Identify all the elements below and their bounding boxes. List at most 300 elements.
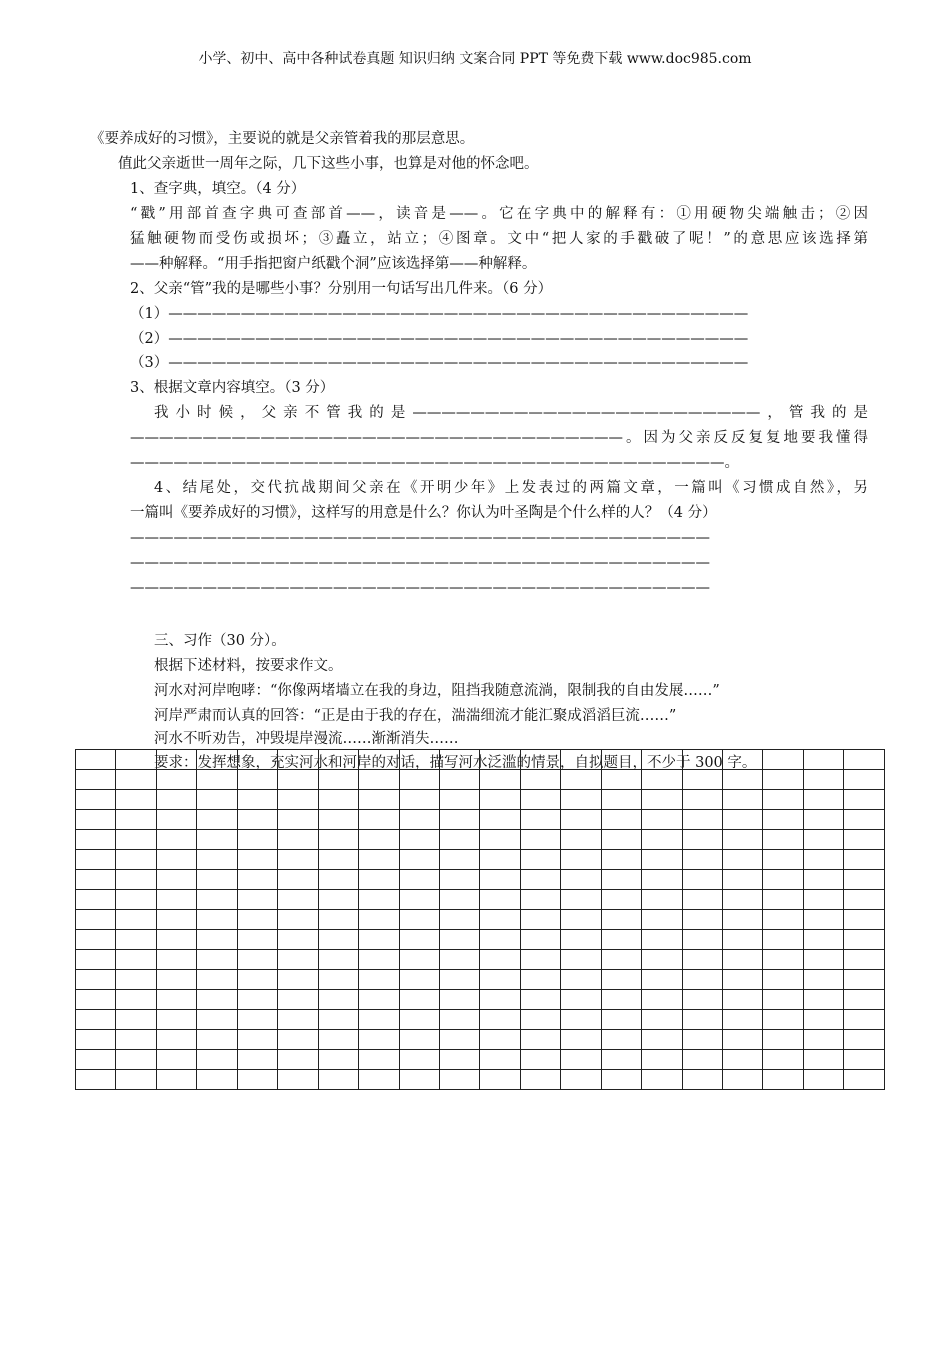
grid-cell: [520, 950, 560, 970]
grid-cell: [399, 750, 439, 770]
grid-cell: [682, 830, 722, 850]
grid-cell: [642, 770, 682, 790]
grid-cell: [439, 750, 479, 770]
grid-cell: [561, 890, 601, 910]
grid-cell: [439, 830, 479, 850]
grid-cell: [763, 910, 803, 930]
grid-cell: [601, 950, 641, 970]
grid-cell: [601, 750, 641, 770]
grid-cell: [318, 910, 358, 930]
grid-cell: [844, 990, 885, 1010]
grid-cell: [520, 790, 560, 810]
grid-cell: [237, 850, 277, 870]
grid-cell: [439, 1030, 479, 1050]
grid-cell: [439, 890, 479, 910]
grid-cell: [682, 910, 722, 930]
requirement-line: 要求：发挥想象，充实河水和河岸的对话，描写河水泛滥的情景，自拟题目，不少于 300 字。: [154, 755, 757, 771]
grid-cell: [237, 890, 277, 910]
grid-cell: [439, 870, 479, 890]
grid-cell: [803, 830, 843, 850]
section-3-title: 三、习作（30 分）。: [154, 633, 286, 649]
grid-cell: [278, 930, 318, 950]
grid-cell: [480, 1050, 520, 1070]
grid-cell: [359, 910, 399, 930]
grid-cell: [682, 790, 722, 810]
grid-cell: [601, 770, 641, 790]
grid-cell: [116, 770, 156, 790]
material-line: 河水不听劝告，冲毁堤岸漫流……渐渐消失……: [154, 731, 459, 747]
grid-cell: [399, 870, 439, 890]
grid-cell: [480, 910, 520, 930]
grid-cell: [682, 1050, 722, 1070]
grid-cell: [844, 770, 885, 790]
grid-cell: [803, 810, 843, 830]
grid-cell: [561, 790, 601, 810]
grid-cell: [480, 870, 520, 890]
grid-cell: [803, 1070, 843, 1090]
grid-cell: [763, 930, 803, 950]
grid-cell: [76, 850, 116, 870]
grid-cell: [561, 750, 601, 770]
grid-cell: [156, 790, 196, 810]
grid-cell: [682, 930, 722, 950]
grid-cell: [278, 890, 318, 910]
grid-cell: [197, 990, 237, 1010]
grid-cell: [601, 1070, 641, 1090]
grid-cell: [76, 1030, 116, 1050]
grid-cell: [197, 1010, 237, 1030]
grid-row: [76, 850, 885, 870]
grid-cell: [399, 1070, 439, 1090]
grid-cell: [197, 890, 237, 910]
grid-cell: [359, 990, 399, 1010]
grid-cell: [763, 850, 803, 870]
grid-cell: [803, 990, 843, 1010]
grid-cell: [237, 950, 277, 970]
grid-cell: [237, 1010, 277, 1030]
grid-cell: [116, 790, 156, 810]
grid-cell: [278, 970, 318, 990]
grid-cell: [399, 1050, 439, 1070]
grid-cell: [601, 810, 641, 830]
grid-cell: [76, 890, 116, 910]
grid-cell: [237, 990, 277, 1010]
grid-cell: [601, 1030, 641, 1050]
section-3-intro: 根据下述材料，按要求作文。: [154, 658, 343, 674]
grid-cell: [844, 830, 885, 850]
grid-cell: [156, 1070, 196, 1090]
grid-cell: [76, 770, 116, 790]
grid-cell: [682, 1010, 722, 1030]
grid-cell: [601, 790, 641, 810]
grid-cell: [601, 930, 641, 950]
grid-cell: [439, 990, 479, 1010]
grid-cell: [197, 870, 237, 890]
grid-cell: [803, 1010, 843, 1030]
grid-cell: [278, 750, 318, 770]
grid-cell: [318, 890, 358, 910]
grid-cell: [76, 990, 116, 1010]
grid-cell: [439, 1010, 479, 1030]
grid-cell: [237, 770, 277, 790]
grid-cell: [439, 770, 479, 790]
grid-cell: [359, 970, 399, 990]
grid-cell: [520, 970, 560, 990]
grid-cell: [520, 830, 560, 850]
grid-cell: [76, 1050, 116, 1070]
grid-cell: [156, 990, 196, 1010]
grid-cell: [399, 970, 439, 990]
question-3-title: 3、根据文章内容填空。（3 分）: [130, 380, 335, 396]
grid-cell: [359, 1030, 399, 1050]
grid-cell: [763, 990, 803, 1010]
grid-cell: [723, 970, 763, 990]
writing-grid: [75, 749, 885, 1090]
grid-row: [76, 1010, 885, 1030]
page-header: 小学、初中、高中各种试卷真题 知识归纳 文案合同 PPT 等免费下载 www.doc985.com: [198, 51, 752, 67]
grid-cell: [803, 790, 843, 810]
grid-cell: [116, 890, 156, 910]
grid-cell: [359, 890, 399, 910]
grid-cell: [723, 1030, 763, 1050]
grid-cell: [318, 1050, 358, 1070]
grid-cell: [318, 950, 358, 970]
answer-line: （3）————————————————————————————————————————: [130, 355, 749, 371]
grid-cell: [439, 810, 479, 830]
grid-cell: [520, 1070, 560, 1090]
grid-cell: [803, 890, 843, 910]
grid-cell: [844, 1070, 885, 1090]
grid-cell: [278, 950, 318, 970]
grid-cell: [116, 950, 156, 970]
grid-cell: [561, 1070, 601, 1090]
grid-cell: [803, 930, 843, 950]
grid-cell: [520, 770, 560, 790]
grid-row: [76, 890, 885, 910]
material-line: 河岸严肃而认真的回答：“正是由于我的存在，湍湍细流才能汇聚成滔滔巨流……”: [154, 708, 677, 724]
grid-cell: [763, 770, 803, 790]
grid-cell: [561, 870, 601, 890]
grid-cell: [480, 810, 520, 830]
grid-cell: [480, 790, 520, 810]
grid-cell: [359, 1070, 399, 1090]
grid-cell: [278, 870, 318, 890]
grid-cell: [197, 930, 237, 950]
grid-cell: [601, 910, 641, 930]
grid-cell: [601, 830, 641, 850]
grid-cell: [197, 810, 237, 830]
grid-cell: [723, 830, 763, 850]
grid-cell: [156, 870, 196, 890]
grid-cell: [763, 870, 803, 890]
grid-cell: [601, 970, 641, 990]
grid-cell: [359, 790, 399, 810]
grid-cell: [642, 950, 682, 970]
grid-cell: [723, 890, 763, 910]
grid-cell: [318, 750, 358, 770]
grid-cell: [480, 990, 520, 1010]
grid-row: [76, 770, 885, 790]
grid-cell: [844, 1010, 885, 1030]
grid-cell: [197, 1050, 237, 1070]
grid-cell: [237, 970, 277, 990]
grid-cell: [561, 770, 601, 790]
grid-cell: [763, 950, 803, 970]
question-3-text: ——————————————————————————————————。因为父亲反反复复地要我懂得: [130, 430, 868, 446]
grid-cell: [682, 950, 722, 970]
grid-cell: [642, 830, 682, 850]
grid-cell: [642, 870, 682, 890]
grid-cell: [642, 850, 682, 870]
grid-cell: [399, 1010, 439, 1030]
grid-cell: [803, 1030, 843, 1050]
grid-cell: [116, 930, 156, 950]
grid-cell: [197, 850, 237, 870]
grid-cell: [116, 1010, 156, 1030]
grid-cell: [76, 830, 116, 850]
grid-cell: [803, 910, 843, 930]
grid-cell: [561, 950, 601, 970]
grid-cell: [116, 1030, 156, 1050]
grid-row: [76, 870, 885, 890]
grid-cell: [318, 930, 358, 950]
grid-cell: [156, 930, 196, 950]
grid-row: [76, 810, 885, 830]
grid-cell: [156, 1030, 196, 1050]
grid-cell: [723, 910, 763, 930]
grid-cell: [197, 750, 237, 770]
grid-cell: [237, 830, 277, 850]
grid-cell: [399, 910, 439, 930]
grid-cell: [399, 790, 439, 810]
grid-cell: [561, 970, 601, 990]
grid-cell: [318, 810, 358, 830]
grid-cell: [237, 1070, 277, 1090]
grid-cell: [763, 750, 803, 770]
grid-cell: [803, 870, 843, 890]
grid-cell: [520, 1010, 560, 1030]
grid-cell: [642, 1050, 682, 1070]
grid-cell: [763, 970, 803, 990]
grid-cell: [439, 910, 479, 930]
grid-cell: [439, 1070, 479, 1090]
grid-cell: [156, 970, 196, 990]
answer-line: ————————————————————————————————————————: [130, 580, 710, 596]
grid-cell: [642, 810, 682, 830]
answer-line: ————————————————————————————————————————: [130, 555, 710, 571]
grid-cell: [197, 970, 237, 990]
grid-cell: [399, 930, 439, 950]
grid-cell: [561, 810, 601, 830]
grid-cell: [723, 1010, 763, 1030]
question-3-text: 我小时候，父亲不管我的是————————————————————————，管我的是: [154, 405, 868, 421]
grid-cell: [480, 1030, 520, 1050]
grid-cell: [76, 970, 116, 990]
grid-cell: [480, 830, 520, 850]
grid-cell: [480, 970, 520, 990]
grid-cell: [197, 1070, 237, 1090]
grid-cell: [439, 970, 479, 990]
grid-cell: [156, 830, 196, 850]
grid-cell: [682, 850, 722, 870]
grid-cell: [237, 870, 277, 890]
grid-cell: [359, 830, 399, 850]
grid-cell: [318, 790, 358, 810]
passage-line: 《要养成好的习惯》，主要说的就是父亲管着我的那层意思。: [90, 131, 475, 147]
grid-cell: [76, 950, 116, 970]
grid-cell: [763, 1050, 803, 1070]
grid-cell: [642, 750, 682, 770]
grid-cell: [642, 910, 682, 930]
grid-cell: [318, 830, 358, 850]
grid-cell: [480, 890, 520, 910]
grid-cell: [844, 930, 885, 950]
grid-cell: [76, 930, 116, 950]
grid-cell: [116, 1050, 156, 1070]
grid-cell: [116, 870, 156, 890]
grid-cell: [520, 910, 560, 930]
grid-cell: [237, 1030, 277, 1050]
grid-cell: [561, 830, 601, 850]
grid-cell: [844, 1050, 885, 1070]
grid-cell: [642, 990, 682, 1010]
grid-cell: [763, 1010, 803, 1030]
grid-cell: [723, 850, 763, 870]
grid-cell: [844, 810, 885, 830]
grid-row: [76, 790, 885, 810]
grid-cell: [278, 790, 318, 810]
grid-cell: [642, 1070, 682, 1090]
grid-cell: [642, 970, 682, 990]
answer-line: （2）————————————————————————————————————————: [130, 331, 749, 347]
grid-cell: [359, 750, 399, 770]
grid-cell: [803, 1050, 843, 1070]
grid-row: [76, 1030, 885, 1050]
grid-cell: [399, 810, 439, 830]
grid-cell: [561, 990, 601, 1010]
grid-cell: [642, 890, 682, 910]
grid-cell: [480, 950, 520, 970]
grid-cell: [399, 950, 439, 970]
grid-row: [76, 990, 885, 1010]
grid-cell: [116, 850, 156, 870]
grid-cell: [318, 870, 358, 890]
grid-cell: [156, 910, 196, 930]
grid-cell: [682, 1030, 722, 1050]
grid-cell: [156, 850, 196, 870]
grid-cell: [237, 1050, 277, 1070]
grid-cell: [318, 1010, 358, 1030]
passage-line: 值此父亲逝世一周年之际，几下这些小事，也算是对他的怀念吧。: [118, 156, 539, 172]
grid-cell: [723, 750, 763, 770]
grid-cell: [723, 1050, 763, 1070]
grid-cell: [480, 930, 520, 950]
grid-row: [76, 1070, 885, 1090]
grid-cell: [156, 750, 196, 770]
grid-cell: [156, 810, 196, 830]
grid-cell: [278, 1010, 318, 1030]
grid-row: [76, 930, 885, 950]
grid-cell: [844, 1030, 885, 1050]
grid-cell: [197, 910, 237, 930]
grid-cell: [480, 850, 520, 870]
grid-cell: [76, 910, 116, 930]
grid-cell: [520, 890, 560, 910]
question-4-text: 4、结尾处，交代抗战期间父亲在《开明少年》上发表过的两篇文章，一篇叫《习惯成自然》，另: [154, 480, 868, 496]
grid-cell: [76, 810, 116, 830]
grid-cell: [156, 1050, 196, 1070]
grid-cell: [237, 810, 277, 830]
grid-cell: [682, 1070, 722, 1090]
grid-cell: [561, 910, 601, 930]
grid-cell: [844, 790, 885, 810]
grid-cell: [439, 930, 479, 950]
grid-cell: [359, 1050, 399, 1070]
answer-line: （1）————————————————————————————————————————: [130, 306, 749, 322]
grid-cell: [399, 990, 439, 1010]
grid-cell: [156, 950, 196, 970]
grid-cell: [359, 870, 399, 890]
grid-cell: [520, 1030, 560, 1050]
grid-cell: [723, 1070, 763, 1090]
grid-cell: [723, 770, 763, 790]
grid-cell: [520, 810, 560, 830]
grid-cell: [116, 970, 156, 990]
grid-cell: [278, 910, 318, 930]
grid-cell: [318, 970, 358, 990]
grid-cell: [278, 1070, 318, 1090]
grid-cell: [197, 790, 237, 810]
grid-cell: [723, 870, 763, 890]
grid-cell: [237, 910, 277, 930]
question-1-text: “戳”用部首查字典可查部首——，读音是——。它在字典中的解释有：①用硬物尖端触击；②因: [130, 206, 868, 222]
grid-cell: [197, 950, 237, 970]
grid-cell: [642, 1010, 682, 1030]
grid-cell: [318, 850, 358, 870]
grid-cell: [803, 950, 843, 970]
grid-cell: [359, 950, 399, 970]
material-line: 河水对河岸咆哮：“你像两堵墙立在我的身边，阻挡我随意流淌，限制我的自由发展……”: [154, 683, 720, 699]
grid-cell: [278, 1030, 318, 1050]
grid-cell: [601, 870, 641, 890]
grid-cell: [723, 990, 763, 1010]
grid-cell: [116, 810, 156, 830]
grid-cell: [480, 750, 520, 770]
grid-row: [76, 950, 885, 970]
grid-cell: [480, 1070, 520, 1090]
grid-cell: [237, 750, 277, 770]
grid-cell: [480, 1010, 520, 1030]
grid-cell: [76, 870, 116, 890]
grid-cell: [359, 770, 399, 790]
grid-row: [76, 830, 885, 850]
grid-cell: [318, 1070, 358, 1090]
grid-cell: [278, 1050, 318, 1070]
grid-cell: [803, 970, 843, 990]
grid-cell: [76, 750, 116, 770]
grid-cell: [520, 750, 560, 770]
grid-cell: [156, 1010, 196, 1030]
grid-cell: [116, 910, 156, 930]
question-1-text: ——种解释。“用手指把窗户纸戳个洞”应该选择第——种解释。: [130, 256, 537, 272]
grid-cell: [278, 830, 318, 850]
grid-cell: [156, 890, 196, 910]
grid-cell: [318, 770, 358, 790]
grid-cell: [359, 930, 399, 950]
grid-cell: [439, 790, 479, 810]
grid-cell: [359, 850, 399, 870]
grid-cell: [601, 890, 641, 910]
